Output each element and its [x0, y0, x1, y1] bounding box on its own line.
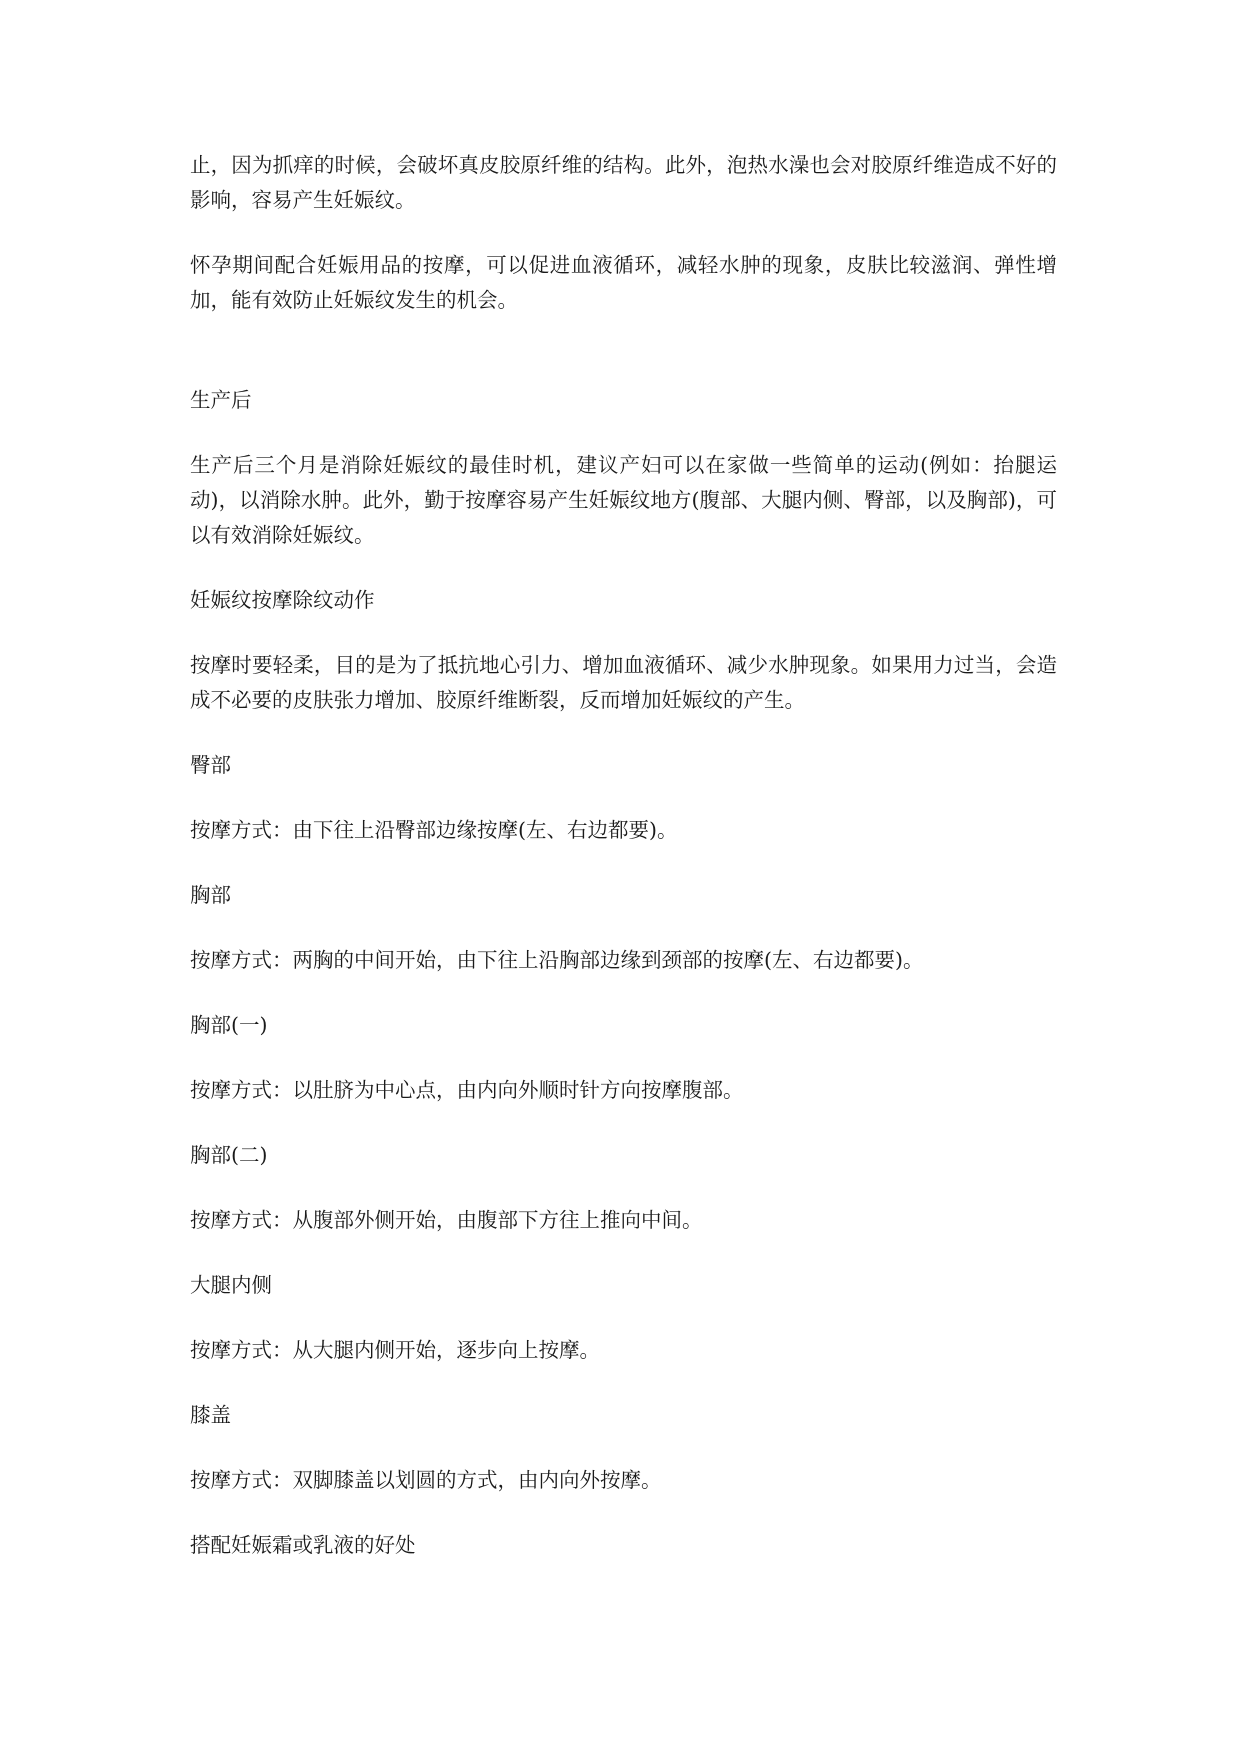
- heading-cream-benefits: 搭配妊娠霜或乳液的好处: [190, 1533, 416, 1557]
- paragraph-chest-1-method: 按摩方式：以肚脐为中心点，由内向外顺时针方向按摩腹部。: [190, 1078, 744, 1102]
- heading-chest-2: 胸部(二): [190, 1143, 268, 1167]
- paragraph-postpartum-advice: 生产后三个月是消除妊娠纹的最佳时机，建议产妇可以在家做一些简单的运动(例如：抬腿运动)，以消除水肿。此外，勤于按摩容易产生妊娠纹地方(腹部、大腿内侧、臀部，以及胸部)，可以有效消除妊娠纹。: [190, 453, 1057, 547]
- paragraph-scratching-collagen: 止，因为抓痒的时候，会破坏真皮胶原纤维的结构。此外，泡热水澡也会对胶原纤维造成不好的影响，容易产生妊娠纹。: [190, 153, 1057, 212]
- heading-knees: 膝盖: [190, 1403, 231, 1427]
- heading-buttocks: 臀部: [190, 753, 231, 777]
- heading-chest: 胸部: [190, 883, 231, 907]
- paragraph-massage-gentle: 按摩时要轻柔，目的是为了抵抗地心引力、增加血液循环、减少水肿现象。如果用力过当，会造成不必要的皮肤张力增加、胶原纤维断裂，反而增加妊娠纹的产生。: [190, 653, 1057, 712]
- heading-inner-thigh: 大腿内侧: [190, 1273, 272, 1297]
- heading-massage-moves: 妊娠纹按摩除纹动作: [190, 588, 375, 612]
- paragraph-chest-2-method: 按摩方式：从腹部外侧开始，由腹部下方往上推向中间。: [190, 1208, 703, 1232]
- paragraph-knees-method: 按摩方式：双脚膝盖以划圆的方式，由内向外按摩。: [190, 1468, 662, 1492]
- paragraph-pregnancy-massage: 怀孕期间配合妊娠用品的按摩，可以促进血液循环，减轻水肿的现象，皮肤比较滋润、弹性增加，能有效防止妊娠纹发生的机会。: [190, 253, 1057, 312]
- document-body: [190, 148, 1057, 1563]
- paragraph-chest-method: 按摩方式：两胸的中间开始，由下往上沿胸部边缘到颈部的按摩(左、右边都要)。: [190, 948, 924, 972]
- paragraph-buttocks-method: 按摩方式：由下往上沿臀部边缘按摩(左、右边都要)。: [190, 818, 678, 842]
- paragraph-inner-thigh-method: 按摩方式：从大腿内侧开始，逐步向上按摩。: [190, 1338, 600, 1362]
- heading-chest-1: 胸部(一): [190, 1013, 268, 1037]
- heading-postpartum: 生产后: [190, 388, 252, 412]
